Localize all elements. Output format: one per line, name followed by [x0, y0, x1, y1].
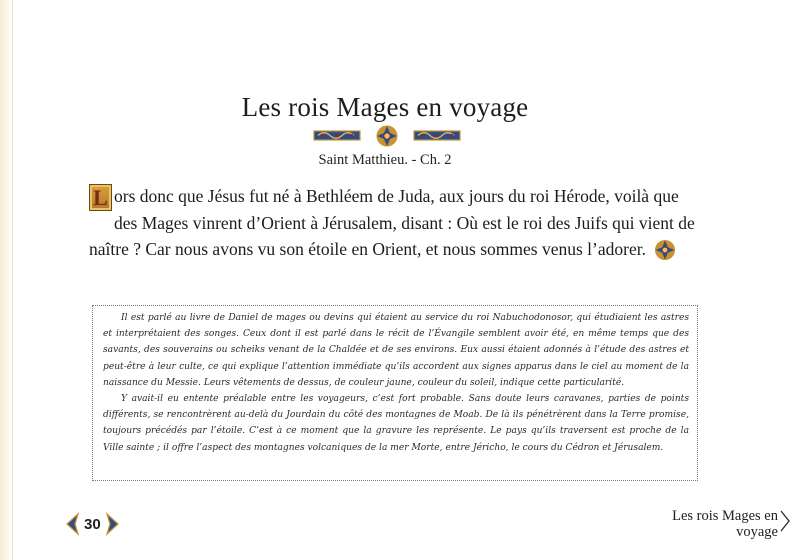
page-navigation	[64, 511, 121, 537]
commentary-paragraph-1: Il est parlé au livre de Daniel de mages ou devins qui étaient au service du roi Nabuchodonosor, qui étudiaient les astres et interprétaient des songes. Ceux dont il est parlé dans le récit de l’Évangile semblent avoir été, en même temps que des savants, des souverains ou scheiks venant de la Chaldée et de ses environs. Eux aussi étaient adonnés à l’étude des astres et peut-être à leur culte, ce qui explique l’attention immédiate qu’ils accordent aux signes apparus dans le ciel au moment de la naissance du Messie. Leurs vêtements de dessus, de couleur jaune, couleur du soleil, indique cette particularité.	[103, 313, 689, 388]
next-chapter-link[interactable]: Les rois Mages en voyage	[672, 508, 778, 540]
intro-text: ors donc que Jésus fut né à Bethléem de Juda, aux jours du roi Hérode, voilà que des Mages vinrent d’Orient à Jérusalem, disant : Où est le roi des Juifs qui vient de naître ? Car nous avons vu son étoile en Orient, et nous sommes venus l’adorer.	[89, 186, 695, 259]
chevron-left-icon[interactable]	[64, 512, 80, 536]
flower-ornament-icon	[654, 239, 676, 261]
page-subtitle: Saint Matthieu. - Ch. 2	[318, 152, 452, 168]
commentary-paragraph-2: Y avait-il eu entente préalable entre les voyageurs, c’est fort probable. Sans doute leurs caravanes, parties de points différents, se rencontrèrent au-delà du Jourdain du côté des montagnes de Moab. De là ils pénétrèrent dans la Terre promise, toujours précédés par l’étoile. C’est à ce moment que la gravure les représente. Le pays qu’ils traversent est proche de la Ville sainte ; il offre l’aspect des montagnes volcaniques de la mer Morte, entre Jéricho, le cours du Cédron et Jérusalem.	[103, 394, 689, 453]
drop-cap: L	[89, 184, 112, 211]
book-spine	[0, 0, 13, 560]
intro-paragraph	[89, 183, 697, 263]
commentary-box	[92, 305, 698, 481]
page-title: Les rois Mages en voyage	[241, 92, 529, 122]
page-number: 30	[84, 515, 101, 533]
ornament-divider-icon	[312, 124, 462, 148]
chevron-right-icon[interactable]	[105, 512, 121, 536]
next-chevron-icon[interactable]	[779, 509, 791, 533]
